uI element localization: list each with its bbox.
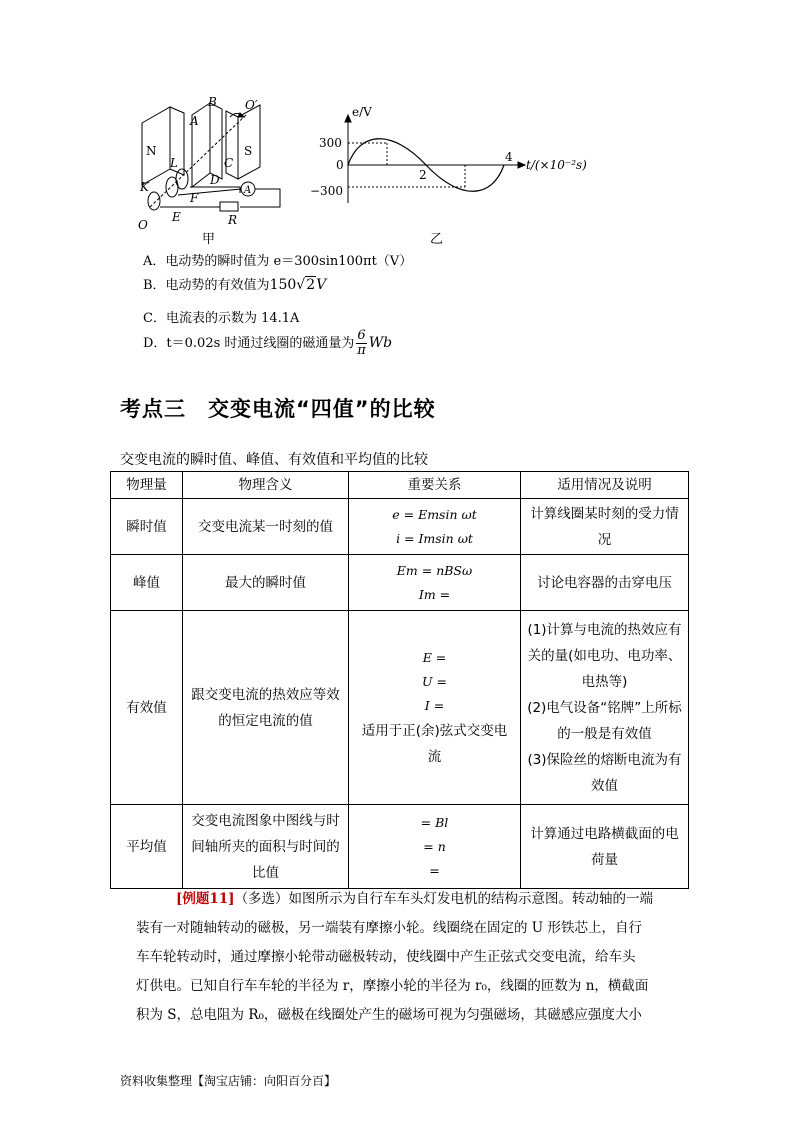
- example-label: [例题11]: [176, 891, 235, 907]
- x-axis-arrow: [518, 162, 525, 168]
- caption-yi: 乙: [430, 232, 444, 247]
- cell-usage: 计算通过电路横截面的电荷量: [521, 805, 689, 889]
- example-line-3: 车车轮转动时，通过摩擦小轮带动磁极转动，使线圈中产生正弦式交变电流，给车头: [136, 949, 636, 965]
- fraction-denominator: π: [357, 343, 366, 358]
- label-ammeter: A: [244, 185, 252, 196]
- caption-jia: 甲: [202, 232, 216, 247]
- y-axis-label: e/V: [352, 105, 372, 119]
- table-caption: 交变电流的瞬时值、峰值、有效值和平均值的比较: [120, 452, 428, 468]
- header-relations: 重要关系: [349, 472, 521, 499]
- header-meaning: 物理含义: [183, 472, 349, 499]
- label-k: K: [140, 180, 149, 194]
- brush-end: [148, 192, 160, 210]
- option-b-value: 150: [269, 277, 297, 293]
- generator-diagram: [142, 103, 280, 211]
- cell-usage: 计算线圈某时刻的受力情况: [521, 499, 689, 555]
- option-b-text: B．电动势的有效值为: [143, 278, 270, 293]
- relation-line: I =: [424, 697, 445, 713]
- header-usage: 适用情况及说明: [521, 472, 689, 499]
- relation-line: i = Imsin ωt: [396, 530, 473, 546]
- x-tick-4: 4: [505, 150, 513, 164]
- cell-name: 峰值: [111, 555, 183, 611]
- option-c: C．电流表的示数为 14.1A: [143, 311, 300, 326]
- coil-plane-side: [210, 103, 222, 179]
- cell-usage: 讨论电容器的击穿电压: [521, 555, 689, 611]
- cell-meaning: 跟交变电流的热效应等效的恒定电流的值: [183, 611, 349, 805]
- label-b: B: [208, 95, 217, 109]
- option-a: A．电动势的瞬时值为 e＝300sin100πt（V）: [143, 254, 413, 269]
- cell-relations: [349, 499, 521, 555]
- label-o-prime: O′: [245, 98, 258, 112]
- table-row-instantaneous: [111, 499, 689, 555]
- cell-meaning: 交变电流图象中图线与时间轴所夹的面积与时间的比值: [183, 805, 349, 889]
- relation-line: Em = nBSω: [396, 562, 473, 578]
- cell-name: 瞬时值: [111, 499, 183, 555]
- fraction-numerator: 6: [357, 328, 366, 343]
- resistor-r: [220, 202, 238, 211]
- cell-usage: (1)计算与电流的热效应有关的量(如电功、电功率、电热等) (2)电气设备“铭牌”上所标的一般是有效值 (3)保险丝的熔断电流为有效值: [521, 611, 689, 805]
- relation-line: = n: [423, 838, 446, 854]
- cell-relations: [349, 555, 521, 611]
- option-b-root: 2: [306, 277, 316, 293]
- cell-meaning: 最大的瞬时值: [183, 555, 349, 611]
- table-row-peak: [111, 555, 689, 611]
- label-r: R: [228, 213, 238, 227]
- option-b-unit: V: [316, 277, 327, 293]
- x-tick-2: 2: [419, 168, 427, 182]
- origin-label: 0: [336, 158, 344, 172]
- slip-ring-l: [176, 169, 188, 189]
- footer-source: 资料收集整理【淘宝店铺：向阳百分百】: [120, 1074, 337, 1088]
- y-tick-neg-300: −300: [310, 184, 343, 198]
- cell-meaning: 交变电流某一时刻的值: [183, 499, 349, 555]
- example-line-4: 灯供电。已知自行车车轮的半径为 r，摩擦小轮的半径为 r₀，线圈的匝数为 n，横截面: [136, 978, 649, 994]
- label-l: L: [170, 156, 178, 170]
- label-e: E: [172, 210, 181, 224]
- y-tick-300: 300: [319, 136, 342, 150]
- option-d-fraction: [356, 329, 366, 358]
- label-f: F: [190, 191, 199, 205]
- waveform-graph: [345, 115, 525, 203]
- y-axis-arrow: [345, 115, 351, 122]
- label-o: O: [138, 218, 148, 232]
- example-line-text: （多选）如图所示为自行车车头灯发电机的结构示意图。转动轴的一端: [234, 891, 654, 907]
- option-d-text: D．t＝0.02s 时通过线圈的磁通量为: [143, 336, 355, 351]
- relation-line: =: [429, 862, 440, 878]
- example-line-2: 装有一对随轴转动的磁极，另一端装有摩擦小轮。线圈绕在固定的 U 形铁芯上，自行: [136, 920, 642, 936]
- cell-relations: [349, 805, 521, 889]
- label-n: N: [146, 144, 157, 158]
- four-values-table: [110, 471, 689, 889]
- example-problem: [136, 885, 688, 1030]
- relation-line: e = Emsin ωt: [392, 506, 477, 522]
- example-line-5: 积为 S，总电阻为 R₀，磁极在线圈处产生的磁场可视为匀强磁场，其磁感应强度大小: [136, 1007, 642, 1023]
- relation-line: Im =: [418, 586, 451, 602]
- label-a: A: [190, 114, 199, 128]
- relation-line: U =: [422, 673, 447, 689]
- option-d: [143, 329, 392, 358]
- table-row-effective: [111, 611, 689, 805]
- cell-relations: [349, 611, 521, 805]
- label-d: D: [210, 173, 220, 187]
- x-axis-label: t/(×10⁻²s): [526, 158, 587, 172]
- relation-line: 适用于正(余)弦式交变电流: [361, 722, 508, 765]
- section-heading: 考点三 交变电流“四值”的比较: [120, 397, 436, 421]
- sqrt-symbol: √: [296, 277, 306, 293]
- header-quantity: 物理量: [111, 472, 183, 499]
- cell-name: 平均值: [111, 805, 183, 889]
- wire-f: [178, 189, 241, 195]
- table-header-row: [111, 472, 689, 499]
- relation-line: E =: [422, 649, 447, 665]
- generator-and-waveform-figure: [130, 95, 600, 250]
- cell-name: 有效值: [111, 611, 183, 805]
- relation-line: = Bl: [420, 814, 449, 830]
- option-b: [143, 274, 326, 293]
- table-row-average: [111, 805, 689, 889]
- label-c: C: [224, 156, 234, 170]
- label-s: S: [244, 144, 253, 158]
- option-d-unit: Wb: [368, 335, 393, 351]
- example-line-1: [136, 885, 688, 914]
